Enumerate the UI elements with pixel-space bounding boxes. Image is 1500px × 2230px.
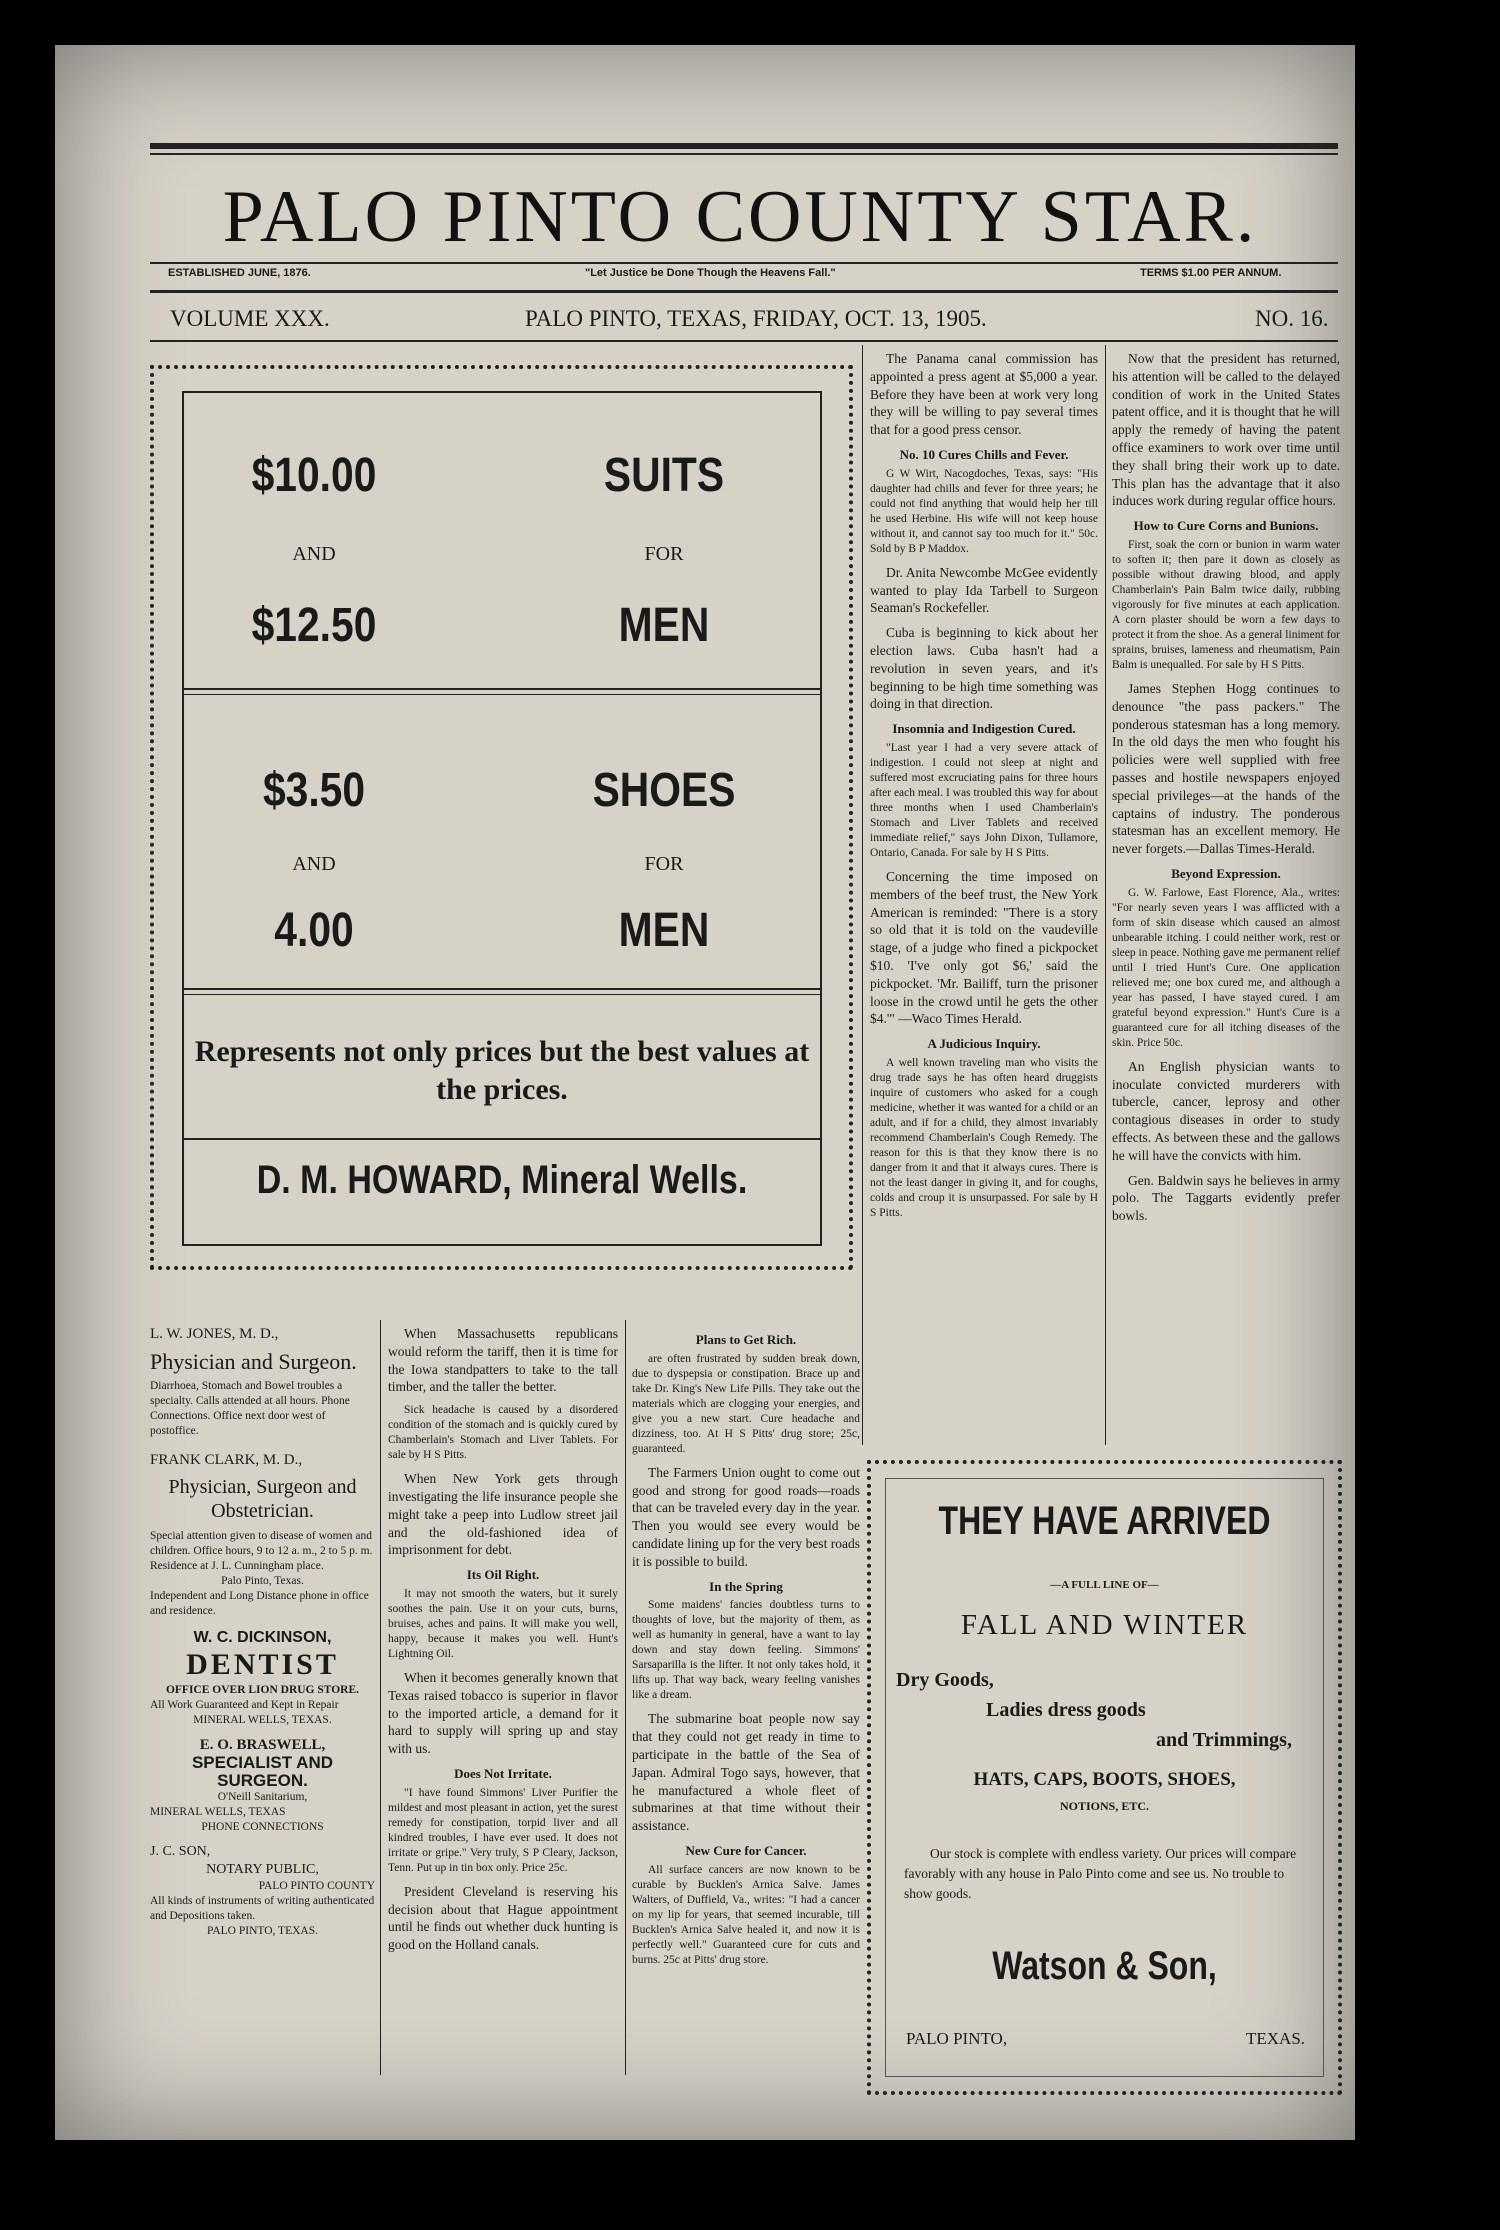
howard-advertisement — [150, 365, 853, 1270]
masthead-top-rule-thin — [150, 153, 1338, 155]
ad-body: Our stock is complete with endless variety. Our prices will compare favorably with any house in Palo Pinto come and see us. No trouble to show goods. — [904, 1846, 1297, 1901]
card-name: FRANK CLARK, M. D., — [150, 1452, 303, 1468]
issue-number: NO. 16. — [1255, 306, 1329, 331]
ad-tagline: Represents not only prices but the best values at the prices. — [194, 1035, 810, 1106]
card-name: J. C. SON, — [150, 1844, 211, 1859]
men-label: MEN — [618, 599, 710, 652]
ad-frame — [885, 1478, 1324, 2077]
suit-price-low: $10.00 — [251, 449, 377, 502]
news-item: James Stephen Hogg continues to denounce "the pass packers." The ponderous statesman has a long memory. In the old days the men who fought his policies were well supplied with free passes and hostile newspapers enjoyed special privileges—at the hands of the captains of industry. The ponderous statesman has an excellent memory. He never forgets.—Dallas Times-Herald. — [1112, 680, 1340, 857]
news-item: A well known traveling man who visits the drug trade says he has often heard druggists inquire of customers who asked for a cough medicine, whether it was wanted for a child or an adult, and if for a child, they almost invariably recommend Chamberlain's Cough Remedy. The reason for this is that they know there is no danger from it and that it always cures. There is not the least danger in giving it, and for coughs, colds and croup it is unsurpassed. For sale by H S Pitts. — [870, 1056, 1098, 1219]
card-text: Independent and Long Distance phone in office and residence. — [150, 1590, 369, 1617]
goods-line: Dry Goods, — [896, 1669, 994, 1691]
news-item: Concerning the time imposed on members of the beef trust, the New York American is reminded: "There is a story so old that it is told on the vaudeville stage, of a judge who fined a pickpocket $10. 'I've only got $6,' said the pickpocket. 'Mr. Bailiff, turn the prisoner loose in the crowd until he gets the other $4.'" —Waco Times Herald. — [870, 868, 1098, 1027]
news-item: Sick headache is caused by a disordered condition of the stomach and is quickly cured by Chamberlain's Stomach and Liver Tablets. For sale by H S Pitts. — [388, 1404, 618, 1462]
card-text: OFFICE OVER LION DRUG STORE. — [165, 1684, 360, 1696]
shoe-price-low: $3.50 — [262, 764, 366, 817]
card-title: Physician and Surgeon. — [150, 1349, 357, 1374]
card-name: L. W. JONES, M. D., — [150, 1326, 279, 1342]
news-item: Gen. Baldwin says he believes in army polo. The Taggarts evidently prefer bowls. — [1112, 1172, 1340, 1224]
merchant-name: Watson & Son, — [992, 1944, 1217, 1988]
card-name: E. O. BRASWELL, — [199, 1737, 326, 1753]
goods-line: NOTIONS, ETC. — [1059, 1799, 1150, 1813]
article-headline: New Cure for Cancer. — [685, 1842, 807, 1858]
ad-divider — [184, 688, 820, 690]
article-headline: Insomnia and Indigestion Cured. — [892, 721, 1076, 737]
article-headline: Its Oil Right. — [466, 1567, 540, 1583]
news-item: The submarine boat people now say that they could not get ready in time to participate in the battle of the Sea of Japan. Admiral Togo says, however, that he manufactured a whole fleet of submarines at that time without their assistance. — [632, 1711, 860, 1834]
card-text: MINERAL WELLS, TEXAS. — [193, 1714, 332, 1726]
masthead-top-rule — [150, 143, 1338, 149]
news-item: The Panama canal commission has appointed a press agent at $5,000 a year. Before they have been at work very long they will be willing to pay several times that for a good press censor. — [870, 351, 1098, 438]
news-column-right — [1112, 350, 1340, 1430]
news-item: When it becomes generally known that Texas raised tobacco is superior in flavor to the imported article, a demand for it hard to supply will spring up and stay with us. — [388, 1669, 618, 1757]
ad-state: TEXAS. — [1246, 2029, 1306, 2048]
news-item: G. W. Farlowe, East Florence, Ala., writes: "For nearly seven years I was afflicted with a form of skin disease which caused an almost unbearable itching. I could neither work, rest or sleep in peace. Nothing gave me permanent relief until I tried Hunt's Cure. One application relieved me; one box cured me, and although a year has passed, I have stayed cured. I am grateful beyond expression." Hunt's Cure is a guaranteed cure for all itching diseases of the skin. Price 50c. — [1112, 886, 1340, 1049]
news-item: Cuba is beginning to kick about her election laws. Cuba hasn't had a revolution in seven years, and it's beginning to be high time something was doing in that direction. — [870, 625, 1098, 712]
news-item: are often frustrated by sudden break down, due to dyspepsia or constipation. Brace up and take Dr. King's New Life Pills. They take out the materials which are clogging your energies, and give you a new start. Cure headache and dizziness, too. At H S Pitts' drug store; 25c, guaranteed. — [632, 1352, 860, 1455]
news-item: G W Wirt, Nacogdoches, Texas, says: "His daughter had chills and fever for three years; he could not find anything that would help her till he used Herbine. His wife will not keep house without it, and cannot say too much for it." 50c. Sold by B P Maddox. — [870, 467, 1098, 555]
card-title: SPECIALIST AND SURGEON. — [191, 1753, 334, 1790]
card-title: Physician, Surgeon and Obstetrician. — [168, 1476, 357, 1522]
article-headline: Plans to Get Rich. — [695, 1332, 797, 1347]
news-item: Dr. Anita Newcombe McGee evidently wanted to play Ida Tarbell to Surgeon Seaman's Rockefeller. — [870, 564, 1098, 616]
card-text: PALO PINTO, TEXAS. — [207, 1925, 318, 1937]
news-item: An English physician wants to inoculate convicted murderers with tubercle, cancer, leprosy and other contagious diseases in order to study effects. As between these and the gallows he will have the convicts with him. — [1112, 1058, 1340, 1163]
suits-label: SUITS — [603, 449, 725, 502]
ad-season: FALL AND WINTER — [960, 1609, 1249, 1641]
card-title: NOTARY PUBLIC, — [206, 1862, 319, 1877]
card-text: All Work Guaranteed and Kept in Repair — [150, 1699, 339, 1711]
card-text: Special attention given to disease of women and children. Office hours, 9 to 12 a. m., 2 to 5 p. m. Residence at J. L. Cunningham place. — [150, 1530, 373, 1572]
merchant-name: D. M. HOWARD, Mineral Wells. — [256, 1158, 748, 1202]
news-item: "I have found Simmons' Liver Purifier the mildest and most pleasant in action, yet the surest remedy for constipation, torpid liver and all kindred troubles, I have ever used. It does not irritate or gripe." Very truly, S P Cleary, Jackson, Tenn. Put up in tin box only. Price 25c. — [388, 1786, 618, 1874]
dateline-top-rule — [150, 290, 1338, 293]
card-place: Palo Pinto, Texas. — [221, 1575, 304, 1587]
news-column-bottom-3 — [632, 1325, 860, 2075]
article-headline: How to Cure Corns and Bunions. — [1133, 518, 1319, 534]
news-item: Now that the president has returned, his attention will be called to the delayed condition of work in the United States patent office, and it is thought that he will apply the remedy of having the patent office examiners to work over time until they shall bring their work up to date. This plan has the advantage that it also induces work during regular office hours. — [1112, 351, 1340, 509]
professional-cards — [150, 1325, 375, 2075]
article-headline: A Judicious Inquiry. — [927, 1036, 1041, 1052]
established-date: ESTABLISHED JUNE, 1876. — [168, 267, 311, 279]
column-rule — [1105, 345, 1106, 1445]
newspaper-title: PALO PINTO COUNTY STAR. — [222, 176, 1258, 258]
goods-line: and Trimmings, — [1156, 1729, 1292, 1751]
news-item: President Cleveland is reserving his decision about that Hague appointment until he finds out whether duck hunting is good on the Holland canals. — [388, 1883, 618, 1953]
column-rule — [862, 345, 863, 1445]
ad-divider — [184, 694, 820, 695]
ad-town: PALO PINTO, — [906, 2029, 1008, 2048]
men-label: MEN — [618, 904, 710, 957]
dateline: PALO PINTO, TEXAS, FRIDAY, OCT. 13, 1905. — [525, 306, 987, 331]
news-item: Some maidens' fancies doubtless turns to thoughts of love, but the majority of them, as well as humanity in general, have a want to lay down and stay down feeling. Simmons' Sarsaparilla is the lifter. It not only takes hold, it lifts up. That way back, weary feeling vanishes like a dream. — [632, 1599, 860, 1702]
dateline-bottom-rule — [150, 340, 1338, 342]
column-rule — [625, 1320, 626, 2075]
goods-line: Ladies dress goods — [986, 1699, 1146, 1721]
card-text: Diarrhoea, Stomach and Bowel troubles a specialty. Calls attended at all hours. Phone Connections. Office next door west of postoffice. — [150, 1380, 350, 1437]
ad-subline: —A FULL LINE OF— — [1050, 1579, 1159, 1591]
volume: VOLUME XXX. — [170, 306, 330, 331]
article-headline: No. 10 Cures Chills and Fever. — [899, 446, 1069, 462]
news-item: All surface cancers are now known to be curable by Bucklen's Arnica Salve. James Walters, of Duffield, Va., writes: "I had a cancer on my lip for years, that seemed incurable, till Bucklen's Arnica Salve healed it, and now it is perfectly well." Guaranteed cure for cuts and burns. 25c at Pitts' drug store. — [632, 1863, 860, 1966]
news-item: The Farmers Union ought to come out good and strong for good roads—roads that can be traveled every day in the year. Then you would see every would be candidate lining up for the very best roads it is possible to build. — [632, 1464, 860, 1569]
card-text: O'Neill Sanitarium, — [217, 1791, 308, 1803]
shoe-price-high: 4.00 — [274, 904, 354, 957]
news-item: It may not smooth the waters, but it surely soothes the pain. Use it on your cuts, burns, bruises, aches and pains. It will make you well, happy, because it makes you well. Hunt's Lightning Oil. — [388, 1587, 618, 1660]
card-text: All kinds of instruments of writing authenticated and Depositions taken. — [150, 1895, 375, 1922]
card-title: DENTIST — [186, 1648, 339, 1681]
watson-advertisement — [867, 1460, 1342, 2095]
article-headline: Does Not Irritate. — [454, 1765, 552, 1781]
shoes-label: SHOES — [592, 764, 736, 817]
for-label: FOR — [644, 853, 684, 875]
card-text: PALO PINTO COUNTY — [258, 1880, 375, 1892]
article-headline: Beyond Expression. — [1171, 865, 1281, 881]
news-item: When New York gets through investigating the life insurance people she might take a peep into Ludlow street jail and the old-fashioned idea of imprisonment for debt. — [388, 1471, 618, 1558]
ad-divider — [184, 994, 820, 995]
ad-headline: THEY HAVE ARRIVED — [938, 1499, 1271, 1543]
card-name: W. C. DICKINSON, — [193, 1629, 332, 1646]
subscription-terms: TERMS $1.00 PER ANNUM. — [1140, 267, 1282, 279]
for-label: FOR — [644, 543, 684, 565]
news-item: First, soak the corn or bunion in warm water to soften it; then pare it down as closely as possible without drawing blood, and apply Chamberlain's Pain Balm twice daily, rubbing vigorously for five minutes at each application. A corn plaster should be worn a few days to protect it from the shoe. As a general liniment for sprains, bruises, lameness and rheumatism, Pain Balm is unequalled. For sale by H S Pitts. — [1112, 538, 1340, 671]
news-column-bottom-2 — [388, 1325, 618, 2075]
news-item: "Last year I had a very severe attack of indigestion. I could not sleep at night and suffered most excruciating pains for three hours after each meal. I was troubled this way for about three months when I used Chamberlain's Stomach and Liver Tablets and received immediate relief," says John Dixon, Tullamore, Ontario, Canada. For sale by H S Pitts. — [870, 741, 1098, 859]
column-rule — [380, 1320, 381, 2075]
suit-price-high: $12.50 — [251, 599, 377, 652]
motto: "Let Justice be Done Though the Heavens Fall." — [585, 267, 836, 279]
and-label: AND — [292, 853, 336, 875]
goods-line: HATS, CAPS, BOOTS, SHOES, — [973, 1769, 1236, 1790]
and-label: AND — [292, 543, 336, 565]
news-column-middle — [870, 350, 1098, 1430]
ad-frame — [182, 391, 822, 1246]
ad-divider — [184, 988, 820, 990]
article-headline: In the Spring — [709, 1578, 783, 1594]
masthead-rule — [150, 262, 1338, 264]
news-item: When Massachusetts republicans would reform the tariff, then it is time for the Iowa standpatters to take to the tall timber, and the taller the better. — [388, 1326, 618, 1395]
card-text: MINERAL WELLS, TEXAS — [150, 1806, 286, 1818]
card-text: PHONE CONNECTIONS — [201, 1821, 324, 1833]
ad-divider — [184, 1138, 820, 1140]
